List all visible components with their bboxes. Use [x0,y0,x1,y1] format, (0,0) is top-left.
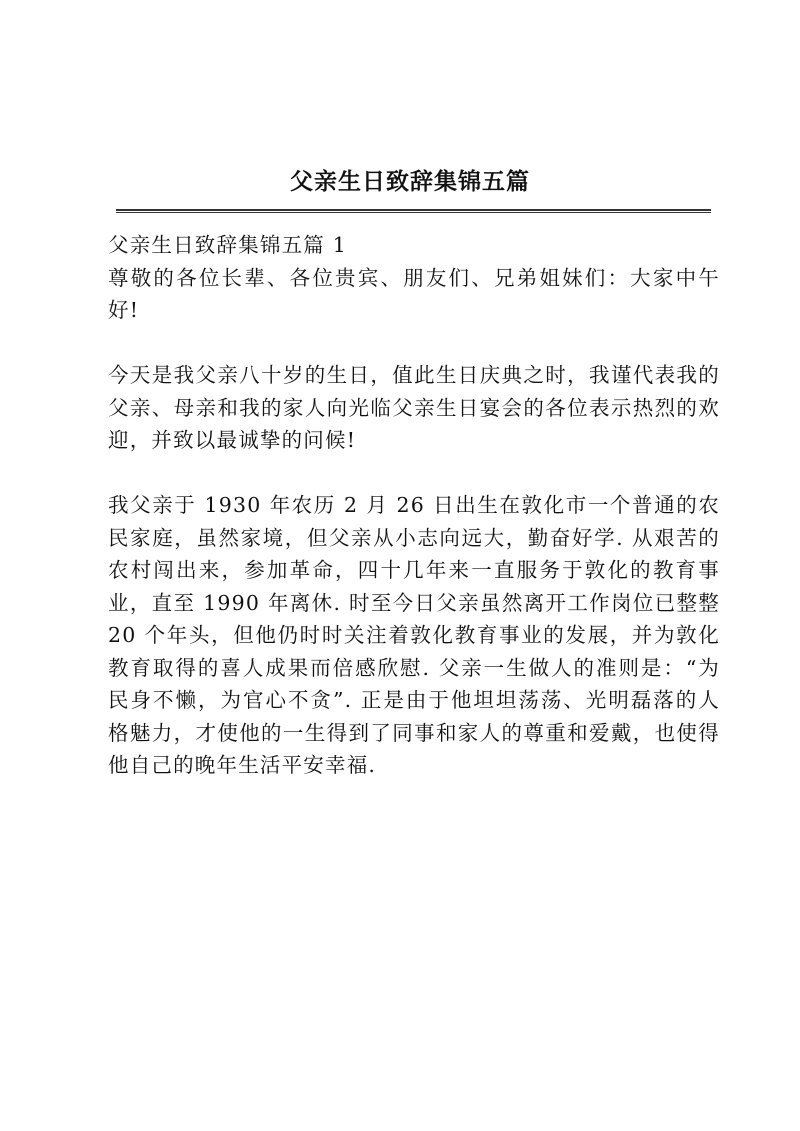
paragraph-spacer [108,327,720,360]
paragraph-spacer [108,457,720,490]
biography-paragraph: 我父亲于 1930 年农历 2 月 26 日出生在敦化市一个普通的农民家庭，虽然家境，但父亲从小志向远大，勤奋好学. 从艰苦的农村闯出来，参加革命，四十几年来一直服务于敦化的教育事业，直至 1990 年离休. 时至今日父亲虽然离开工作岗位已整整 20 个年头，但他仍时时关注着敦化教育事业的发展，并为敦化教育取得的喜人成果而倍感欣慰. 父亲一生做人的准则是：“为民身不懒，为官心不贪”. 正是由于他坦坦荡荡、光明磊落的人格魅力，才使他的一生得到了同事和家人的尊重和爱戴，也使得他自己的晚年生活平安幸福. [108,493,720,777]
title-divider [116,209,711,213]
greeting-paragraph: 尊敬的各位长辈、各位贵宾、朋友们、兄弟姐妹们：大家中午好! [108,265,720,322]
section-heading: 父亲生日致辞集锦五篇 1 [108,233,347,257]
document-title: 父亲生日致辞集锦五篇 [290,168,530,195]
document-body [108,229,720,782]
intro-paragraph: 今天是我父亲八十岁的生日，值此生日庆典之时，我谨代表我的父亲、母亲和我的家人向光临父亲生日宴会的各位表示热烈的欢迎，并致以最诚挚的问候! [108,363,720,452]
